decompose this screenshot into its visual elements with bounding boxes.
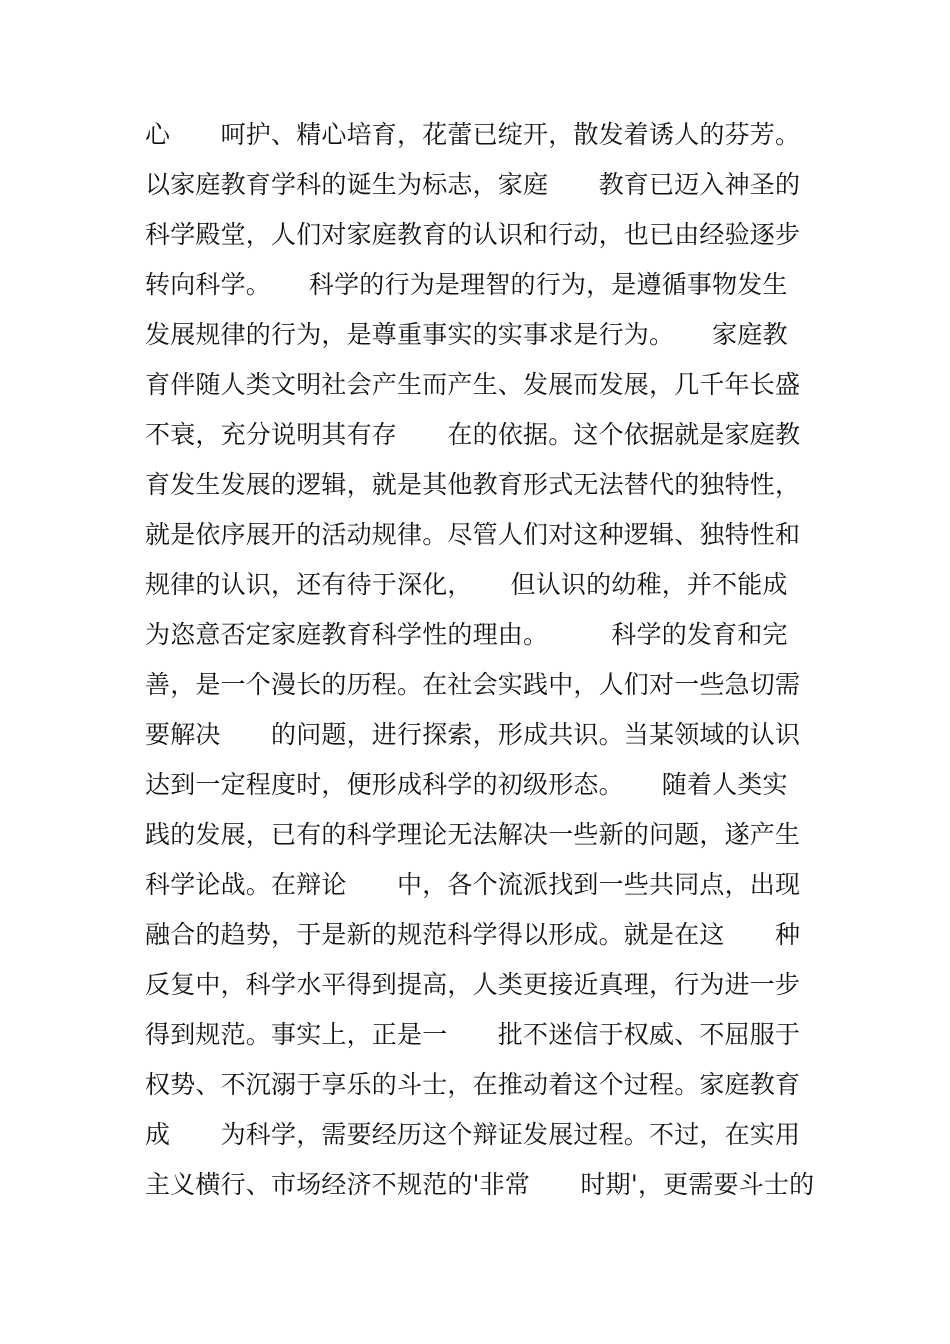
text-line: 科学论战。在辩论 中，各个流派找到一些共同点，出现 [145, 870, 801, 899]
text-line: 善，是一个漫长的历程。在社会实践中，人们对一些急切需 [145, 670, 801, 699]
text-line: 转向科学。 科学的行为是理智的行为，是遵循事物发生 [145, 270, 788, 299]
text-line: 践的发展，已有的科学理论无法解决一些新的问题，遂产生 [145, 820, 801, 849]
text-line: 权势、不沉溺于享乐的斗士，在推动着这个过程。家庭教育 [145, 1070, 801, 1099]
text-line: 以家庭教育学科的诞生为标志，家庭 教育已迈入神圣的 [145, 170, 801, 199]
text-line: 主义横行、市场经济不规范的'非常 时期'，更需要斗士的 [145, 1170, 815, 1199]
text-line: 就是依序展开的活动规律。尽管人们对这种逻辑、独特性和 [145, 520, 801, 549]
text-line: 心 呵护、精心培育，花蕾已绽开，散发着诱人的芬芳。 [145, 120, 801, 149]
text-line: 融合的趋势，于是新的规范科学得以形成。就是在这 种 [145, 920, 801, 949]
text-line: 达到一定程度时，便形成科学的初级形态。 随着人类实 [145, 770, 788, 799]
text-line: 得到规范。事实上，正是一 批不迷信于权威、不屈服于 [145, 1020, 801, 1049]
text-line: 发展规律的行为，是尊重事实的实事求是行为。 家庭教 [145, 320, 788, 349]
text-line: 育伴随人类文明社会产生而产生、发展而发展，几千年长盛 [145, 370, 801, 399]
text-line: 要解决 的问题，进行探索，形成共识。当某领域的认识 [145, 720, 801, 749]
text-line: 为恣意否定家庭教育科学性的理由。 科学的发育和完 [145, 620, 788, 649]
text-line: 科学殿堂，人们对家庭教育的认识和行动，也已由经验逐步 [145, 220, 801, 249]
body-text [145, 110, 815, 1210]
text-line: 成 为科学，需要经历这个辩证发展过程。不过，在实用 [145, 1120, 801, 1149]
text-line: 育发生发展的逻辑，就是其他教育形式无法替代的独特性， [145, 470, 801, 499]
text-line: 反复中，科学水平得到提高，人类更接近真理，行为进一步 [145, 970, 801, 999]
text-line: 规律的认识，还有待于深化， 但认识的幼稚，并不能成 [145, 570, 788, 599]
text-line: 不衰，充分说明其有存 在的依据。这个依据就是家庭教 [145, 420, 801, 449]
